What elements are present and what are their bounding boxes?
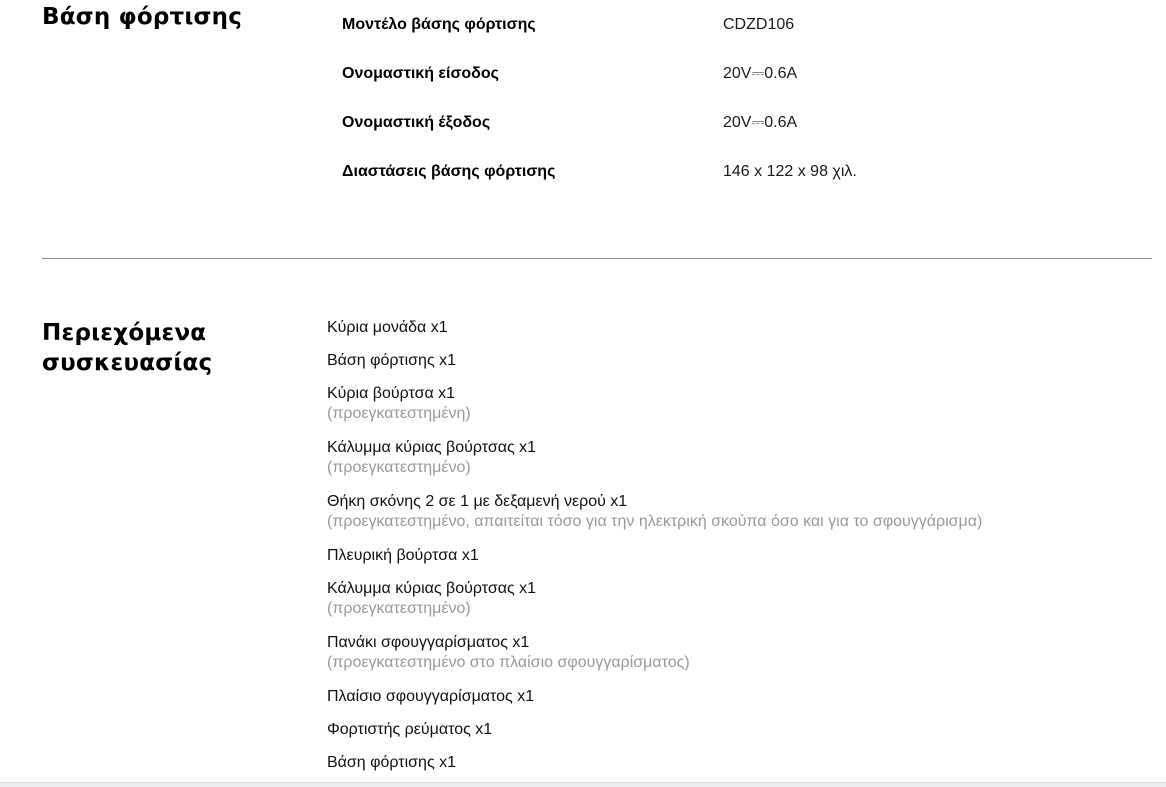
item-name: Πανάκι σφουγγαρίσματος x1: [327, 634, 530, 651]
spec-label: Μοντέλο βάσης φόρτισης: [342, 16, 536, 33]
list-item: [327, 633, 1127, 673]
list-item: [327, 579, 1127, 619]
item-name: Κύρια βούρτσα x1: [327, 385, 456, 402]
spec-label: Ονομαστική είσοδος: [342, 65, 499, 82]
list-item: [327, 438, 1127, 478]
spec-value: 20V⎓0.6A: [723, 65, 798, 82]
spec-row-dimensions: [342, 161, 1042, 183]
item-note: (προεγκατεστημένο, απαιτείται τόσο για την ηλεκτρική σκούπα όσο και για το σφουγγάρισμα): [327, 513, 983, 530]
item-note: (προεγκατεστημένη): [327, 405, 471, 422]
list-item: [327, 753, 1127, 773]
item-name: Κάλυμμα κύριας βούρτσας x1: [327, 580, 537, 597]
item-name: Θήκη σκόνης 2 σε 1 με δεξαμενή νερού x1: [327, 493, 628, 510]
list-item: [327, 492, 1127, 532]
item-name: Κάλυμμα κύριας βούρτσας x1: [327, 439, 537, 456]
spec-label: Διαστάσεις βάσης φόρτισης: [342, 163, 556, 180]
spec-value: 146 x 122 x 98 χιλ.: [723, 163, 857, 180]
list-item: [327, 318, 1127, 338]
item-name: Φορτιστής ρεύματος x1: [327, 721, 493, 738]
item-name: Βάση φόρτισης x1: [327, 352, 456, 369]
spec-row-model: [342, 14, 1042, 36]
item-name: Βάση φόρτισης x1: [327, 754, 456, 771]
item-note: (προεγκατεστημένο): [327, 459, 471, 476]
package-contents-list: [327, 318, 1127, 786]
list-item: [327, 384, 1127, 424]
list-item: [327, 351, 1127, 371]
item-name: Πλαίσιο σφουγγαρίσματος x1: [327, 688, 535, 705]
package-contents-heading: Περιεχόμενα συσκευασίας: [42, 320, 213, 376]
item-note: (προεγκατεστημένο στο πλαίσιο σφουγγαρίσματος): [327, 654, 690, 671]
item-note: (προεγκατεστημένο): [327, 600, 471, 617]
spec-value: 20V⎓0.6A: [723, 114, 798, 131]
list-item: [327, 720, 1127, 740]
list-item: [327, 546, 1127, 566]
charging-base-heading: Βάση φόρτισης: [42, 4, 243, 30]
item-name: Κύρια μονάδα x1: [327, 319, 448, 336]
section-divider: [42, 258, 1152, 259]
item-name: Πλευρική βούρτσα x1: [327, 547, 479, 564]
window-bottom-edge: [0, 782, 1166, 787]
spec-row-rated-input: [342, 63, 1042, 85]
spec-row-rated-output: [342, 112, 1042, 134]
spec-label: Ονομαστική έξοδος: [342, 114, 491, 131]
spec-value: CDZD106: [723, 16, 795, 33]
list-item: [327, 687, 1127, 707]
